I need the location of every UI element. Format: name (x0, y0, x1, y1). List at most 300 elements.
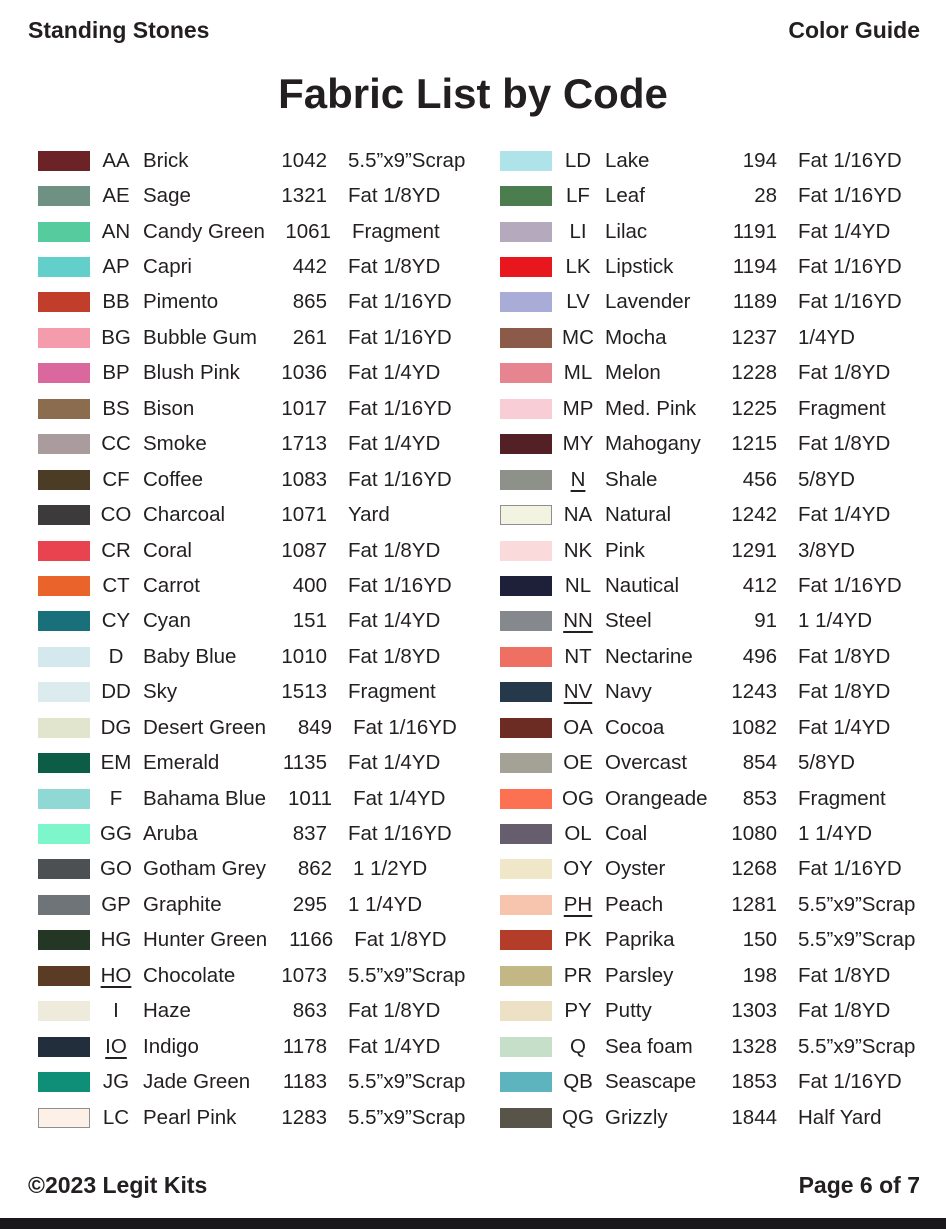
fabric-quantity: Yard (348, 503, 390, 527)
fabric-code: AE (102, 184, 130, 208)
fabric-row (38, 1029, 462, 1064)
fabric-code: EM (100, 751, 132, 775)
color-swatch (38, 399, 90, 419)
fabric-row (38, 214, 462, 249)
fabric-quantity: Fat 1/4YD (798, 715, 891, 739)
color-swatch (500, 1072, 552, 1092)
fabric-row (38, 533, 462, 568)
fabric-row (500, 285, 912, 320)
fabric-row (500, 320, 912, 355)
fabric-quantity: Fat 1/8YD (798, 680, 891, 704)
color-swatch (38, 186, 90, 206)
fabric-name: Peach (605, 892, 664, 916)
fabric-quantity: 1 1/4YD (348, 892, 423, 916)
fabric-quantity: Fat 1/4YD (348, 361, 441, 385)
fabric-quantity: 1 1/4YD (798, 609, 873, 633)
fabric-name: Steel (605, 609, 652, 633)
fabric-row (38, 923, 462, 958)
fabric-code: PR (563, 963, 593, 987)
fabric-name: Navy (605, 680, 652, 704)
fabric-name: Natural (605, 503, 672, 527)
fabric-number: 1010 (281, 644, 327, 668)
color-swatch (38, 222, 90, 242)
fabric-quantity: Fat 1/4YD (798, 219, 891, 243)
copyright-text: ©2023 Legit Kits (28, 1172, 208, 1198)
fabric-number: 1191 (732, 219, 777, 243)
fabric-quantity: Fat 1/16YD (798, 148, 902, 172)
color-swatch (500, 718, 552, 738)
fabric-quantity: 5.5”x9”Scrap (348, 1070, 466, 1094)
fabric-code: LC (102, 1105, 130, 1129)
fabric-code: AN (101, 219, 131, 243)
fabric-row (500, 427, 912, 462)
fabric-row (500, 604, 912, 639)
fabric-name: Shale (605, 467, 658, 491)
fabric-quantity: Fragment (351, 219, 440, 243)
fabric-name: Capri (143, 255, 192, 279)
fabric-quantity: Fat 1/8YD (348, 999, 441, 1023)
fabric-number: 496 (742, 644, 777, 668)
color-swatch (500, 470, 552, 490)
fabric-number: 1853 (731, 1070, 777, 1094)
fabric-number: 261 (292, 325, 327, 349)
color-swatch (500, 930, 552, 950)
fabric-row (500, 249, 912, 284)
fabric-name: Indigo (143, 1034, 199, 1058)
fabric-name: Gotham Grey (143, 857, 267, 881)
fabric-quantity: 5.5”x9”Scrap (798, 928, 916, 952)
fabric-number: 837 (292, 822, 327, 846)
fabric-quantity: 5/8YD (798, 751, 855, 775)
fabric-code: PH (563, 892, 593, 916)
fabric-name: Melon (605, 361, 661, 385)
fabric-row (38, 604, 462, 639)
color-swatch (500, 186, 552, 206)
fabric-number: 862 (297, 857, 333, 881)
fabric-code: I (113, 999, 119, 1023)
fabric-quantity: Fat 1/16YD (798, 255, 902, 279)
fabric-code: LK (565, 255, 591, 279)
color-swatch (500, 859, 552, 879)
color-swatch (500, 292, 552, 312)
color-swatch (500, 1037, 552, 1057)
fabric-quantity: Fat 1/4YD (353, 786, 446, 810)
fabric-number: 1080 (731, 822, 777, 846)
fabric-row (500, 533, 912, 568)
fabric-quantity: 5.5”x9”Scrap (798, 1034, 916, 1058)
fabric-code: MP (562, 396, 594, 420)
fabric-name: Cocoa (605, 715, 665, 739)
fabric-row (38, 427, 462, 462)
fabric-row (500, 816, 912, 851)
fabric-quantity: Fat 1/8YD (348, 184, 441, 208)
fabric-code: GP (101, 892, 131, 916)
fabric-number: 1321 (281, 184, 327, 208)
fabric-name: Smoke (143, 432, 207, 456)
color-swatch (38, 1108, 90, 1128)
fabric-row (38, 249, 462, 284)
fabric-code: OE (563, 751, 593, 775)
fabric-number: 400 (292, 573, 327, 597)
color-swatch (500, 966, 552, 986)
fabric-number: 849 (297, 715, 333, 739)
fabric-number: 1183 (282, 1070, 327, 1094)
fabric-row (500, 852, 912, 887)
fabric-code: CO (100, 503, 132, 527)
fabric-code: LV (566, 290, 590, 314)
fabric-name: Emerald (143, 751, 220, 775)
fabric-name: Mocha (605, 325, 667, 349)
fabric-name: Lavender (605, 290, 691, 314)
color-swatch (38, 328, 90, 348)
fabric-row (38, 852, 462, 887)
fabric-name: Grizzly (605, 1105, 668, 1129)
fabric-number: 1042 (281, 148, 327, 172)
fabric-quantity: Fat 1/8YD (348, 538, 441, 562)
fabric-code: JG (102, 1070, 130, 1094)
fabric-number: 1017 (281, 396, 327, 420)
fabric-name: Parsley (605, 963, 674, 987)
fabric-number: 1291 (731, 538, 777, 562)
fabric-row (500, 887, 916, 922)
fabric-code: BS (102, 396, 130, 420)
fabric-code: OG (562, 786, 594, 810)
fabric-code: IO (105, 1034, 127, 1058)
fabric-quantity: Fat 1/16YD (348, 396, 452, 420)
fabric-row (500, 745, 912, 780)
fabric-number: 1178 (282, 1034, 327, 1058)
fabric-number: 1237 (731, 325, 777, 349)
fabric-row (500, 178, 912, 213)
fabric-code: D (108, 644, 124, 668)
fabric-number: 1189 (732, 290, 777, 314)
fabric-code: N (570, 467, 586, 491)
fabric-row (38, 994, 462, 1029)
fabric-number: 1061 (285, 219, 331, 243)
fabric-row (38, 462, 462, 497)
fabric-number: 1215 (731, 432, 777, 456)
fabric-name: Candy Green (143, 219, 265, 243)
color-swatch (500, 682, 552, 702)
fabric-row (38, 710, 462, 745)
fabric-quantity: Fat 1/8YD (348, 255, 441, 279)
fabric-number: 1036 (281, 361, 327, 385)
fabric-row (38, 816, 462, 851)
fabric-name: Lilac (605, 219, 648, 243)
fabric-code: BP (102, 361, 130, 385)
fabric-quantity: Fragment (798, 396, 886, 420)
fabric-quantity: Fat 1/8YD (798, 644, 891, 668)
fabric-code: LD (564, 148, 592, 172)
color-swatch (38, 859, 90, 879)
fabric-name: Jade Green (143, 1070, 251, 1094)
fabric-code: AP (102, 255, 130, 279)
fabric-quantity: 5.5”x9”Scrap (348, 963, 466, 987)
fabric-code: HO (100, 963, 132, 987)
fabric-code: NN (563, 609, 593, 633)
color-swatch (38, 434, 90, 454)
color-swatch (500, 1108, 552, 1128)
fabric-quantity: Fat 1/16YD (353, 715, 457, 739)
fabric-code: PK (564, 928, 592, 952)
fabric-code: Q (570, 1034, 586, 1058)
fabric-number: 1328 (731, 1034, 777, 1058)
fabric-code: PY (564, 999, 592, 1023)
color-swatch (38, 505, 90, 525)
fabric-code: NT (564, 644, 592, 668)
color-swatch (38, 966, 90, 986)
fabric-row (500, 1100, 912, 1135)
fabric-row (500, 710, 912, 745)
color-swatch (500, 647, 552, 667)
fabric-name: Pink (605, 538, 645, 562)
fabric-number: 194 (742, 148, 777, 172)
fabric-name: Seascape (605, 1070, 697, 1094)
fabric-quantity: Fat 1/16YD (348, 822, 452, 846)
color-swatch (38, 895, 90, 915)
color-swatch (500, 434, 552, 454)
color-swatch (38, 824, 90, 844)
page-title: Fabric List by Code (278, 70, 668, 117)
color-swatch (38, 647, 90, 667)
fabric-name: Putty (605, 999, 652, 1023)
fabric-number: 1283 (281, 1105, 327, 1129)
fabric-row (500, 391, 912, 426)
fabric-number: 1303 (731, 999, 777, 1023)
fabric-code: HG (100, 928, 132, 952)
color-swatch (500, 541, 552, 561)
color-swatch (38, 292, 90, 312)
fabric-code: MY (562, 432, 594, 456)
fabric-row (38, 143, 466, 178)
color-swatch (500, 576, 552, 596)
fabric-name: Bubble Gum (143, 325, 257, 349)
fabric-row (38, 958, 466, 993)
fabric-number: 1166 (289, 928, 334, 952)
fabric-quantity: 1 1/2YD (353, 857, 428, 881)
fabric-quantity: 1 1/4YD (798, 822, 873, 846)
color-swatch (38, 470, 90, 490)
fabric-number: 853 (742, 786, 777, 810)
fabric-row (38, 781, 462, 816)
fabric-code: OY (563, 857, 593, 881)
fabric-name: Cyan (143, 609, 191, 633)
fabric-code: GO (100, 857, 132, 881)
fabric-code: DD (101, 680, 131, 704)
fabric-name: Orangeade (605, 786, 708, 810)
fabric-number: 1073 (281, 963, 327, 987)
fabric-number: 865 (292, 290, 327, 314)
fabric-row (500, 1029, 916, 1064)
fabric-code: OL (564, 822, 592, 846)
color-swatch (500, 363, 552, 383)
fabric-quantity: Fat 1/16YD (798, 184, 902, 208)
fabric-quantity: Fat 1/4YD (348, 609, 441, 633)
fabric-quantity: Fat 1/8YD (354, 928, 447, 952)
fabric-name: Lipstick (605, 255, 674, 279)
fabric-name: Nautical (605, 573, 680, 597)
fabric-quantity: Fat 1/16YD (348, 325, 452, 349)
fabric-quantity: Fat 1/16YD (798, 857, 902, 881)
fabric-code: MC (562, 325, 594, 349)
fabric-number: 854 (742, 751, 777, 775)
fabric-row (38, 356, 462, 391)
fabric-row (38, 285, 462, 320)
fabric-code: BB (102, 290, 130, 314)
color-swatch (38, 576, 90, 596)
fabric-quantity: Fat 1/16YD (348, 467, 452, 491)
fabric-number: 1194 (732, 255, 777, 279)
fabric-row (500, 923, 916, 958)
color-swatch (500, 328, 552, 348)
color-swatch (38, 1037, 90, 1057)
fabric-quantity: 5.5”x9”Scrap (348, 1105, 466, 1129)
fabric-number: 1135 (282, 751, 327, 775)
fabric-code: NK (563, 538, 593, 562)
color-swatch (38, 789, 90, 809)
fabric-quantity: Fat 1/4YD (798, 503, 891, 527)
fabric-row (500, 994, 912, 1029)
fabric-row (500, 639, 912, 674)
fabric-name: Brick (143, 148, 189, 172)
fabric-quantity: Fat 1/16YD (798, 1070, 902, 1094)
fabric-quantity: Fat 1/8YD (348, 644, 441, 668)
fabric-number: 1268 (731, 857, 777, 881)
color-swatch (38, 611, 90, 631)
fabric-quantity: Fat 1/4YD (348, 1034, 441, 1058)
fabric-row (500, 568, 912, 603)
color-swatch (38, 930, 90, 950)
fabric-quantity: Fat 1/8YD (798, 963, 891, 987)
fabric-name: Pearl Pink (143, 1105, 237, 1129)
fabric-number: 412 (742, 573, 777, 597)
color-swatch (500, 611, 552, 631)
color-swatch (500, 257, 552, 277)
fabric-code: OA (563, 715, 593, 739)
color-swatch (500, 824, 552, 844)
fabric-row (500, 675, 912, 710)
fabric-code: NL (564, 573, 592, 597)
color-swatch (500, 1001, 552, 1021)
fabric-name: Leaf (605, 184, 645, 208)
fabric-name: Haze (143, 999, 191, 1023)
fabric-name: Overcast (605, 751, 688, 775)
fabric-quantity: 3/8YD (798, 538, 855, 562)
fabric-row (38, 178, 462, 213)
fabric-row (38, 1100, 466, 1135)
fabric-row (500, 781, 912, 816)
color-swatch (500, 789, 552, 809)
fabric-row (500, 214, 912, 249)
fabric-number: 1844 (731, 1105, 777, 1129)
fabric-code: QG (562, 1105, 594, 1129)
color-swatch (500, 505, 552, 525)
fabric-name: Coal (605, 822, 648, 846)
fabric-code: LF (566, 184, 590, 208)
fabric-code: CY (101, 609, 131, 633)
fabric-code: CF (102, 467, 130, 491)
fabric-code: QB (563, 1070, 593, 1094)
fabric-name: Bison (143, 396, 195, 420)
page-number: Page 6 of 7 (798, 1172, 920, 1198)
fabric-name: Baby Blue (143, 644, 237, 668)
fabric-name: Chocolate (143, 963, 236, 987)
fabric-code: CR (101, 538, 131, 562)
fabric-row (500, 143, 912, 178)
fabric-number: 456 (742, 467, 777, 491)
fabric-quantity: Fat 1/16YD (798, 290, 902, 314)
fabric-number: 1071 (281, 503, 327, 527)
fabric-name: Mahogany (605, 432, 701, 456)
fabric-number: 151 (292, 609, 327, 633)
fabric-number: 1243 (731, 680, 777, 704)
fabric-name: Carrot (143, 573, 200, 597)
fabric-number: 1225 (731, 396, 777, 420)
fabric-name: Lake (605, 148, 650, 172)
color-swatch (38, 718, 90, 738)
fabric-number: 1083 (281, 467, 327, 491)
fabric-quantity: Fat 1/8YD (798, 999, 891, 1023)
fabric-row (38, 497, 462, 532)
fabric-number: 1011 (288, 786, 333, 810)
fabric-code: CC (101, 432, 131, 456)
fabric-number: 1713 (281, 432, 327, 456)
fabric-name: Oyster (605, 857, 666, 881)
fabric-row (38, 1064, 466, 1099)
color-swatch (38, 363, 90, 383)
fabric-name: Sage (143, 184, 191, 208)
fabric-number: 1082 (731, 715, 777, 739)
fabric-code: GG (100, 822, 132, 846)
fabric-code: F (109, 786, 123, 810)
fabric-name: Sea foam (605, 1034, 693, 1058)
fabric-row (38, 745, 462, 780)
color-swatch (38, 541, 90, 561)
fabric-quantity: Fat 1/8YD (798, 432, 891, 456)
fabric-number: 1087 (281, 538, 327, 562)
fabric-code: BG (101, 325, 131, 349)
fabric-row (38, 887, 462, 922)
fabric-number: 1242 (731, 503, 777, 527)
fabric-row (500, 497, 912, 532)
color-swatch (500, 151, 552, 171)
fabric-row (500, 1064, 912, 1099)
fabric-code: AA (102, 148, 130, 172)
fabric-row (38, 639, 462, 674)
color-swatch (38, 1072, 90, 1092)
fabric-code: DG (100, 715, 132, 739)
fabric-number: 150 (742, 928, 777, 952)
fabric-code: ML (563, 361, 593, 385)
fabric-quantity: Fragment (798, 786, 886, 810)
fabric-code: NV (563, 680, 593, 704)
fabric-row (38, 675, 462, 710)
fabric-list-left-column (38, 143, 466, 1135)
fabric-code: LI (569, 219, 587, 243)
fabric-row (500, 356, 912, 391)
fabric-name: Hunter Green (143, 928, 268, 952)
bottom-divider-bar (0, 1218, 946, 1229)
fabric-list-right-column (500, 143, 916, 1135)
fabric-quantity: Fat 1/8YD (798, 361, 891, 385)
fabric-quantity: Half Yard (798, 1105, 882, 1129)
header-label: Color Guide (788, 17, 920, 43)
fabric-quantity: 5/8YD (798, 467, 855, 491)
fabric-quantity: Fat 1/4YD (348, 432, 441, 456)
color-swatch (38, 753, 90, 773)
fabric-row (500, 958, 912, 993)
color-swatch (38, 1001, 90, 1021)
